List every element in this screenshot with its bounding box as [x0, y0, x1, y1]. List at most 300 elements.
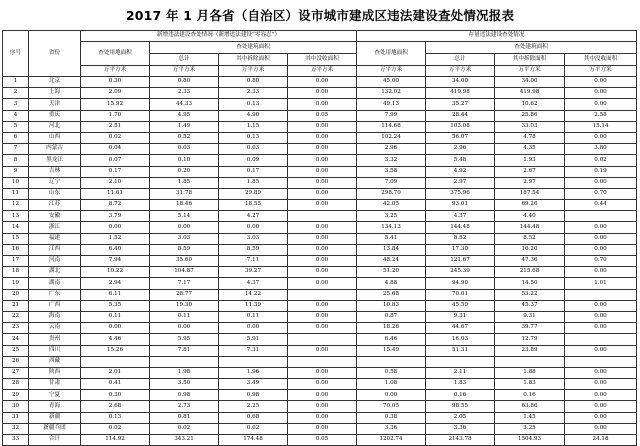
cell-stock-land-area: 0.38 — [357, 412, 426, 423]
header-stock-building-area: 查处建筑面积 — [426, 42, 637, 54]
row-seq: 33 — [3, 435, 29, 446]
cell-stock-land-area: 51.20 — [357, 267, 426, 278]
table-row — [3, 323, 637, 334]
cell-stock-total: 419.98 — [426, 88, 495, 99]
cell-new-demolish: 0.13 — [219, 99, 288, 110]
cell-stock-land-area: 3.32 — [357, 155, 426, 166]
cell-new-total: 104.87 — [150, 267, 219, 278]
cell-new-confiscate: 0.00 — [288, 267, 357, 278]
cell-new-land-area: 5.35 — [81, 300, 150, 311]
row-seq: 8 — [3, 155, 29, 166]
cell-new-land-area: 0.00 — [81, 222, 150, 233]
cell-stock-confiscate: 0.00 — [565, 132, 637, 143]
cell-stock-total: 3.36 — [426, 423, 495, 434]
cell-stock-confiscate: 0.00 — [565, 390, 637, 401]
row-province: 新疆 — [29, 412, 81, 423]
cell-new-demolish: 0.00 — [219, 222, 288, 233]
table-row — [3, 99, 637, 110]
cell-new-land-area: 2.68 — [81, 401, 150, 412]
cell-stock-total: 17.30 — [426, 244, 495, 255]
cell-new-demolish: 0.03 — [219, 144, 288, 155]
cell-stock-demolish: 1.93 — [495, 155, 565, 166]
table-row — [3, 435, 637, 446]
cell-stock-land-area: 45.00 — [357, 77, 426, 88]
cell-stock-total: 1.83 — [426, 379, 495, 390]
cell-new-confiscate: 0.00 — [288, 233, 357, 244]
cell-stock-confiscate: 0.00 — [565, 233, 637, 244]
cell-stock-total: 16.03 — [426, 334, 495, 345]
row-seq: 3 — [3, 99, 29, 110]
cell-stock-total: 4.92 — [426, 166, 495, 177]
cell-new-demolish: 2.25 — [219, 401, 288, 412]
table-row — [3, 345, 637, 356]
cell-stock-land-area: 13.84 — [357, 244, 426, 255]
report-body — [3, 77, 637, 446]
cell-stock-land-area: 0.58 — [357, 367, 426, 378]
cell-new-land-area: 6.40 — [81, 244, 150, 255]
cell-new-land-area: 0.41 — [81, 379, 150, 390]
row-province: 湖南 — [29, 278, 81, 289]
cell-new-total: 18.46 — [150, 200, 219, 211]
table-row — [3, 334, 637, 345]
cell-new-total: 3.50 — [150, 379, 219, 390]
header-row-2 — [3, 42, 637, 54]
row-province: 浙江 — [29, 222, 81, 233]
header-stock-confiscate: 其中没收面积 — [565, 54, 637, 66]
cell-new-demolish: 1.15 — [219, 121, 288, 132]
cell-new-confiscate: 0.00 — [288, 412, 357, 423]
cell-stock-confiscate: 0.02 — [565, 155, 637, 166]
table-row — [3, 155, 637, 166]
table-row — [3, 300, 637, 311]
cell-new-land-area: 2.10 — [81, 177, 150, 188]
cell-stock-confiscate — [565, 356, 637, 367]
cell-stock-confiscate: 15.14 — [565, 121, 637, 132]
row-seq: 20 — [3, 289, 29, 300]
cell-stock-confiscate — [565, 289, 637, 300]
cell-new-land-area: 4.46 — [81, 334, 150, 345]
row-province: 广西 — [29, 300, 81, 311]
cell-stock-land-area: 132.02 — [357, 88, 426, 99]
row-seq: 24 — [3, 334, 29, 345]
table-row — [3, 77, 637, 88]
table-row — [3, 144, 637, 155]
table-row — [3, 233, 637, 244]
header-row-1 — [3, 31, 637, 42]
cell-new-land-area: 0.30 — [81, 390, 150, 401]
cell-new-demolish: 4.27 — [219, 211, 288, 222]
cell-new-demolish: 5.91 — [219, 334, 288, 345]
cell-stock-total — [426, 356, 495, 367]
cell-new-total: 2.73 — [150, 401, 219, 412]
cell-new-demolish: 0.02 — [219, 423, 288, 434]
header-stock-demolish: 其中拆除面积 — [495, 54, 565, 66]
cell-new-confiscate: 0.00 — [288, 166, 357, 177]
unit-cell: 万平方米 — [81, 66, 150, 77]
cell-stock-confiscate: 0.00 — [565, 177, 637, 188]
table-row — [3, 256, 637, 267]
cell-stock-confiscate: 0.00 — [565, 367, 637, 378]
table-row — [3, 200, 637, 211]
row-province: 北京 — [29, 77, 81, 88]
cell-stock-total: 4.37 — [426, 211, 495, 222]
row-province: 江西 — [29, 244, 81, 255]
table-row — [3, 222, 637, 233]
cell-new-land-area: 0.17 — [81, 166, 150, 177]
cell-stock-confiscate: 0.00 — [565, 423, 637, 434]
cell-stock-demolish: 4.35 — [495, 144, 565, 155]
row-province: 贵州 — [29, 334, 81, 345]
cell-new-land-area: 2.09 — [81, 88, 150, 99]
cell-stock-demolish: 63.86 — [495, 401, 565, 412]
cell-stock-land-area: 70.05 — [357, 401, 426, 412]
row-seq: 1 — [3, 77, 29, 88]
report-table — [2, 30, 637, 446]
cell-new-total: 0.03 — [150, 144, 219, 155]
row-seq: 4 — [3, 110, 29, 121]
cell-stock-total: 51.31 — [426, 345, 495, 356]
cell-stock-demolish: 39.77 — [495, 323, 565, 334]
table-row — [3, 356, 637, 367]
cell-new-confiscate: 0.00 — [288, 256, 357, 267]
cell-stock-demolish: 53.22 — [495, 289, 565, 300]
cell-new-demolish: 1.96 — [219, 367, 288, 378]
row-province: 安徽 — [29, 211, 81, 222]
cell-stock-total: 5.48 — [426, 155, 495, 166]
table-row — [3, 267, 637, 278]
cell-new-total: 0.11 — [150, 311, 219, 322]
cell-new-demolish: 1.85 — [219, 177, 288, 188]
cell-new-demolish: 11.39 — [219, 300, 288, 311]
row-province: 西藏 — [29, 356, 81, 367]
cell-new-demolish: 3.03 — [219, 233, 288, 244]
row-seq: 10 — [3, 177, 29, 188]
cell-new-demolish: 0.98 — [219, 390, 288, 401]
cell-stock-confiscate: 0.00 — [565, 379, 637, 390]
cell-new-land-area: 15.92 — [81, 99, 150, 110]
cell-stock-confiscate: 0.00 — [565, 99, 637, 110]
cell-stock-confiscate: 0.44 — [565, 200, 637, 211]
row-seq: 13 — [3, 211, 29, 222]
cell-stock-land-area: 7.09 — [357, 177, 426, 188]
cell-stock-land-area: 48.24 — [357, 256, 426, 267]
cell-new-demolish: 4.37 — [219, 278, 288, 289]
header-new-building-area: 查处建筑面积 — [150, 42, 357, 54]
cell-stock-demolish: 33.03 — [495, 121, 565, 132]
cell-stock-total: 35.27 — [426, 99, 495, 110]
row-province: 福建 — [29, 233, 81, 244]
cell-stock-land-area: 4.88 — [357, 278, 426, 289]
cell-new-confiscate — [288, 211, 357, 222]
cell-new-confiscate: 0.00 — [288, 278, 357, 289]
cell-stock-land-area: 298.70 — [357, 188, 426, 199]
cell-new-demolish: 7.31 — [219, 345, 288, 356]
cell-stock-land-area: 0.00 — [357, 390, 426, 401]
cell-new-total: 0.80 — [150, 77, 219, 88]
cell-new-demolish: 0.13 — [219, 132, 288, 143]
row-seq: 17 — [3, 256, 29, 267]
row-province: 上海 — [29, 88, 81, 99]
header-row-units — [3, 66, 637, 77]
header-seq: 序号 — [3, 31, 29, 77]
cell-stock-land-area: 2.96 — [357, 144, 426, 155]
row-seq: 29 — [3, 390, 29, 401]
row-seq: 6 — [3, 132, 29, 143]
cell-stock-total: 98.55 — [426, 401, 495, 412]
header-stock-land-area: 查处用地面积 — [357, 42, 426, 66]
cell-new-confiscate: 0.00 — [288, 155, 357, 166]
cell-stock-total: 70.01 — [426, 289, 495, 300]
cell-stock-demolish: 419.98 — [495, 88, 565, 99]
cell-new-total: 0.52 — [150, 132, 219, 143]
cell-new-demolish: 0.11 — [219, 311, 288, 322]
cell-new-confiscate: 0.05 — [288, 110, 357, 121]
cell-stock-land-area: 1.08 — [357, 379, 426, 390]
cell-stock-demolish: 2.67 — [495, 166, 565, 177]
cell-new-land-area: 1.52 — [81, 233, 150, 244]
cell-stock-confiscate — [565, 211, 637, 222]
cell-stock-confiscate: 0.00 — [565, 401, 637, 412]
cell-stock-land-area: 1202.74 — [357, 435, 426, 446]
cell-stock-total: 245.39 — [426, 267, 495, 278]
cell-new-total: 343.21 — [150, 435, 219, 446]
row-seq: 5 — [3, 121, 29, 132]
table-row — [3, 379, 637, 390]
table-row — [3, 110, 637, 121]
cell-stock-demolish: 4.78 — [495, 132, 565, 143]
row-seq: 9 — [3, 166, 29, 177]
row-province: 云南 — [29, 323, 81, 334]
cell-new-total: 1.49 — [150, 121, 219, 132]
table-row — [3, 132, 637, 143]
cell-stock-land-area: 18.26 — [357, 323, 426, 334]
cell-new-total: 28.77 — [150, 289, 219, 300]
table-row — [3, 412, 637, 423]
cell-stock-total: 103.08 — [426, 121, 495, 132]
cell-new-confiscate: 0.00 — [288, 144, 357, 155]
unit-cell: 万平方米 — [495, 66, 565, 77]
cell-stock-total: 2.97 — [426, 177, 495, 188]
row-province: 甘肃 — [29, 379, 81, 390]
cell-stock-land-area: 10.83 — [357, 300, 426, 311]
cell-new-confiscate: 0.00 — [288, 367, 357, 378]
cell-stock-total: 34.00 — [426, 77, 495, 88]
cell-stock-land-area: 134.13 — [357, 222, 426, 233]
cell-stock-demolish: 34.00 — [495, 77, 565, 88]
header-new-demolish: 其中拆除面积 — [219, 54, 288, 66]
cell-stock-total: 2.96 — [426, 144, 495, 155]
cell-stock-demolish: 1.83 — [495, 379, 565, 390]
cell-stock-demolish: 10.62 — [495, 99, 565, 110]
cell-new-confiscate: 0.00 — [288, 88, 357, 99]
cell-stock-confiscate: 0.00 — [565, 267, 637, 278]
cell-new-land-area: 0.02 — [81, 423, 150, 434]
cell-stock-land-area: 114.68 — [357, 121, 426, 132]
cell-new-total — [150, 356, 219, 367]
cell-new-land-area: 2.51 — [81, 121, 150, 132]
cell-new-total: 31.78 — [150, 188, 219, 199]
cell-new-land-area: 8.72 — [81, 200, 150, 211]
cell-stock-confiscate: 2.58 — [565, 110, 637, 121]
unit-cell: 万平方米 — [219, 66, 288, 77]
cell-stock-land-area: 102.24 — [357, 132, 426, 143]
cell-stock-demolish: 2.97 — [495, 177, 565, 188]
cell-stock-total: 94.90 — [426, 278, 495, 289]
table-row — [3, 166, 637, 177]
cell-stock-total: 121.67 — [426, 256, 495, 267]
cell-stock-confiscate: 0.19 — [565, 166, 637, 177]
cell-new-land-area: 0.11 — [81, 311, 150, 322]
cell-new-confiscate: 0.00 — [288, 300, 357, 311]
cell-stock-demolish: 0.16 — [495, 390, 565, 401]
cell-new-land-area: 0.13 — [81, 412, 150, 423]
cell-new-demolish: 4.90 — [219, 110, 288, 121]
table-row — [3, 244, 637, 255]
table-row — [3, 390, 637, 401]
cell-new-total: 44.33 — [150, 99, 219, 110]
row-seq: 27 — [3, 367, 29, 378]
cell-stock-demolish: 215.68 — [495, 267, 565, 278]
cell-stock-total: 45.59 — [426, 300, 495, 311]
cell-new-total: 0.00 — [150, 222, 219, 233]
table-row — [3, 211, 637, 222]
cell-new-total: 8.59 — [150, 244, 219, 255]
row-province: 内蒙古 — [29, 144, 81, 155]
cell-stock-demolish: 47.36 — [495, 256, 565, 267]
report-title: 2017 年 1 月各省（自治区）设市城市建成区违法建设查处情况报表 — [125, 8, 515, 23]
cell-stock-total: 28.44 — [426, 110, 495, 121]
cell-stock-demolish: 23.89 — [495, 345, 565, 356]
row-province: 黑龙江 — [29, 155, 81, 166]
cell-new-demolish: 3.49 — [219, 379, 288, 390]
cell-stock-total: 375.96 — [426, 188, 495, 199]
cell-new-confiscate: 0.00 — [288, 423, 357, 434]
cell-new-land-area: 2.94 — [81, 278, 150, 289]
row-province: 江苏 — [29, 200, 81, 211]
cell-stock-total: 8.52 — [426, 233, 495, 244]
cell-new-total: 1.98 — [150, 367, 219, 378]
unit-cell: 万平方米 — [565, 66, 637, 77]
cell-stock-land-area: 3.25 — [357, 211, 426, 222]
cell-stock-demolish: 8.52 — [495, 233, 565, 244]
row-province: 湖北 — [29, 267, 81, 278]
cell-new-confiscate: 0.00 — [288, 121, 357, 132]
cell-new-confiscate: 0.00 — [288, 390, 357, 401]
cell-new-confiscate: 0.00 — [288, 77, 357, 88]
cell-new-land-area: 2.01 — [81, 367, 150, 378]
cell-stock-demolish: 16.20 — [495, 244, 565, 255]
cell-new-demolish — [219, 356, 288, 367]
cell-stock-demolish: 1.45 — [495, 412, 565, 423]
cell-new-land-area: 3.79 — [81, 211, 150, 222]
row-province: 广东 — [29, 289, 81, 300]
cell-stock-confiscate: 1.01 — [565, 278, 637, 289]
table-row — [3, 177, 637, 188]
cell-new-total: 7.17 — [150, 278, 219, 289]
row-province: 重庆 — [29, 110, 81, 121]
cell-new-total: 2.33 — [150, 88, 219, 99]
cell-new-total: 0.20 — [150, 166, 219, 177]
cell-new-land-area: 1.70 — [81, 110, 150, 121]
cell-new-confiscate: 0.00 — [288, 132, 357, 143]
cell-new-confiscate: 0.00 — [288, 379, 357, 390]
row-province: 新疆兵团 — [29, 423, 81, 434]
cell-stock-land-area: 5.41 — [357, 233, 426, 244]
cell-new-land-area: 0.07 — [81, 155, 150, 166]
cell-stock-total: 44.67 — [426, 323, 495, 334]
row-seq: 22 — [3, 311, 29, 322]
table-row — [3, 311, 637, 322]
row-seq: 2 — [3, 88, 29, 99]
table-row — [3, 367, 637, 378]
row-seq: 12 — [3, 200, 29, 211]
cell-new-total: 0.98 — [150, 390, 219, 401]
cell-new-confiscate — [288, 289, 357, 300]
cell-stock-land-area: 25.68 — [357, 289, 426, 300]
cell-new-demolish: 14.22 — [219, 289, 288, 300]
cell-new-demolish: 18.55 — [219, 200, 288, 211]
cell-stock-demolish: 12.79 — [495, 334, 565, 345]
cell-new-confiscate: 0.00 — [288, 200, 357, 211]
cell-stock-confiscate: 3.80 — [565, 144, 637, 155]
unit-cell: 万平方米 — [357, 66, 426, 77]
row-seq: 32 — [3, 423, 29, 434]
cell-new-land-area: 7.94 — [81, 256, 150, 267]
cell-new-land-area: 0.30 — [81, 77, 150, 88]
cell-stock-demolish: 1.88 — [495, 367, 565, 378]
cell-stock-confiscate: 0.00 — [565, 412, 637, 423]
cell-new-confiscate: 0.00 — [288, 177, 357, 188]
table-row — [3, 188, 637, 199]
cell-stock-total: 2.11 — [426, 367, 495, 378]
cell-new-demolish: 0.00 — [219, 323, 288, 334]
cell-stock-demolish: 4.40 — [495, 211, 565, 222]
row-province: 山东 — [29, 188, 81, 199]
row-seq: 7 — [3, 144, 29, 155]
row-seq: 25 — [3, 345, 29, 356]
cell-stock-confiscate: 0.00 — [565, 222, 637, 233]
cell-new-total: 0.02 — [150, 423, 219, 434]
unit-cell: 万平方米 — [426, 66, 495, 77]
cell-new-confiscate: 0.05 — [288, 435, 357, 446]
row-province: 宁夏 — [29, 390, 81, 401]
cell-new-confiscate: 0.00 — [288, 99, 357, 110]
unit-cell: 万平方米 — [150, 66, 219, 77]
cell-stock-land-area: 0.87 — [357, 311, 426, 322]
table-row — [3, 289, 637, 300]
row-province: 天津 — [29, 99, 81, 110]
cell-new-demolish: 8.59 — [219, 244, 288, 255]
row-province: 四川 — [29, 345, 81, 356]
cell-new-confiscate: 0.00 — [288, 323, 357, 334]
cell-stock-total: 2.05 — [426, 412, 495, 423]
cell-stock-demolish: 25.86 — [495, 110, 565, 121]
cell-new-total: 5.14 — [150, 211, 219, 222]
cell-new-demolish: 0.17 — [219, 166, 288, 177]
cell-new-confiscate: 0.00 — [288, 188, 357, 199]
cell-new-confiscate — [288, 334, 357, 345]
header-new-group: 新增违法建设查处情况（新增违法建设“零容忍”） — [81, 31, 357, 42]
cell-new-demolish: 0.68 — [219, 412, 288, 423]
row-seq: 28 — [3, 379, 29, 390]
cell-new-land-area: 15.26 — [81, 345, 150, 356]
cell-new-land-area: 0.00 — [81, 323, 150, 334]
cell-new-total: 0.10 — [150, 155, 219, 166]
cell-stock-confiscate: 0.70 — [565, 188, 637, 199]
cell-stock-land-area: 3.36 — [357, 423, 426, 434]
cell-stock-total: 93.01 — [426, 200, 495, 211]
cell-stock-confiscate: 0.00 — [565, 311, 637, 322]
